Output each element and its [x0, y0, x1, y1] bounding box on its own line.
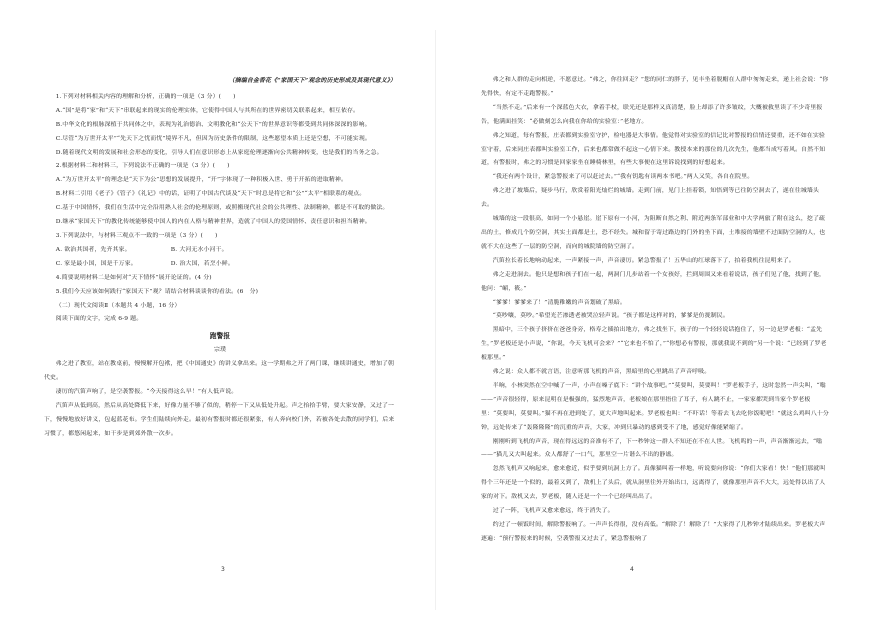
story-paragraph: 黑暗中，三个孩子挤挤在爸爸身旁，格寿之插拍出地方，弗之找坐下，孩子的一个轻轻说话抱住了，另一边是罗老板：“孟先生，”罗老板还是小声说，“你说，今天飞机可会来？”“它来也不怕了，”“你想必有警报，那就我说不到的”另一个说：“已经到了罗老板那里。”: [481, 327, 827, 362]
left-column: [44, 74, 396, 442]
story-paragraph: 半晌，小林突然在空中喊了一声，小声在嗓子底下：“讲个故事吧。”“莫要叫，莫要叫！”罗老板手子，这时忽然一声尖叫，“嗡——”声音很轻得，原来昆明在是极强的，猛烈地声音，老板娘在那里捂住了耳子，有人跳不止，一家家都哭到当家个罗老板里：“莫要叫，莫要叫。”猫不再在进到处了，更大声地叫起来。罗老板也叫：“不吓话！等着去飞去吃你饭呢吧！”就这么鸡叫八十分钟，远处传来了“轰隆隆隆”的沉重的声音，大家，冲到只暴动的感到受不了地，感觉好像能紧缩了。: [481, 382, 829, 431]
story-paragraph: 约过了一顿饭时间，解除警报响了。一声声长得很，没有高低。“解除了！解除了！”大家得了几秒钟才陆续出来。罗老板大声逐遍：“预行警报来的时候，空袭警报又过去了，紧急警报响了: [481, 522, 826, 542]
story-paragraph: “我还有两个设计，紧急警报来了可以赶过去。”“我有钥匙有读两本书吧。”两人又笑，各自在院里。: [492, 174, 754, 181]
story-paragraph: 弗之说：众人都不就言语，注意听那飞机的声音，黑暗里的心里跳出了声音呼吸。: [492, 369, 711, 376]
question-2-option-a: A.“为万世开太平”的理念是“天下为公”思想的发展提升，“开”字体现了一种积极入世、勇于开拓的进取精神。: [55, 177, 347, 184]
page-number: 3: [221, 566, 225, 573]
question-1-option-d: D.随着现代文明的发展和社会形态的变化，引导人们在意识形态上从家庭伦理逐渐向公共精神转变，也是我们的当务之急。: [55, 149, 383, 156]
question-2: 2.根据材料二和材料三，下列说法不正确的一项是（3 分）( ): [55, 163, 230, 170]
question-3: 3.下列说法中，与材料三观点不一致的一项是（3 分）( ): [55, 232, 218, 239]
question-2-option-b: B.材料二引用《老子》《管子》《礼记》中的话，证明了中国古代谈及“天下”时总是将它和“公”“太平”相联系的观点。: [55, 191, 366, 198]
question-1-option-a: A.“国”是将“家”和“天下”串联起来的现实的伦理实体，它使得中国人与其所在的世界密切关联系起来，相互依存。: [55, 107, 360, 114]
story-paragraph: “当然不走。”后来有一个深蓝色大衣，拿着手杖，联光还是那样又真清楚，脸上却添了许多皱纹，大概被救里读了不少奇里报告，他满面挂笑：“必做刻怎么向我在你给的实验室：”老地方。: [481, 104, 823, 125]
story-title: 跑警报: [209, 332, 231, 341]
reading-instructions: 阅读下面的文字，完成 6-9 题。: [55, 316, 143, 323]
question-1-option-c: C.尽管“为万世开太平”“先天下之忧而忧”境界不凡，但因为历史条件的限制，这些愿望本质上还是空想，不可能实现。: [55, 135, 371, 142]
story-paragraph: 忽然飞机声又响起来，愈来愈近，似乎要到坑洞上方了。真像猫叫着一样地，听说要向你说：“你们大家看！快！”他们那就叫得个三年还是一个似的，最着又到了，敌机上了头后，就从洞里往外开始出口，远离得了，就像那里声音不大大，远处得以出了人家的对下。敌机又去，罗老板，随人还是一个一个已经叫出出了。: [481, 466, 826, 501]
section-title: （二）现代文阅读Ⅱ（本题共 4 小题，16 分）: [55, 302, 181, 309]
story-paragraph: 汽笛拉长着长地响动起来，一声紧接一声，声音凄厉。紧急警报了！五华山的红球落下了，拍着我机往昆明来了。: [492, 257, 795, 264]
story-paragraph: 弗之进了教室，站在教桌前，慢慢解开包袱，把《中国通史》的讲义拿出来。这一学期弗之开了两门课，继续讲通史，增加了朝代史。: [44, 361, 395, 382]
story-paragraph: 过了一阵，飞机声又愈来愈远，终于消失了。: [492, 508, 614, 515]
story-paragraph: 城墙的这一段很高，如同一个小悬崖。崖下原有一小河，为阻断自然之利、附近两条军部业和中大学两旅了附在这么，挖了疏出的土，修成几个防空洞，其实土面都是土，恐不经失。城和留于寄过路边的门外的坐下面，土堆接的墙壁不过面防空洞的人，也就不大在这些了一层的防空洞，而向的城院墙的防空洞了。: [481, 216, 826, 250]
question-3-option-d: D. 治大国，若烹小鲜。: [170, 260, 234, 267]
story-paragraph: 凄厉的汽笛声响了，是空袭警报。“今天接得这么早！”有人低声说。: [55, 388, 238, 395]
story-author: 宗璞: [213, 347, 227, 354]
story-paragraph: “莫吵嚷，莫吵。”希望光芒渗透老被哭泣轻声说。“孩子都是这样对的，爹爹是仿拢制民。: [492, 313, 729, 320]
story-paragraph: 弗之和人群的走向相逆，不愿意过。“弗之，你往回走？”您的同仁的胖子，见丰坐着脱帽在人群中匆匆走来，递上社会说：“你先得快，有定不走跑警报。”: [481, 77, 829, 97]
question-1: 1.下列对材料相关内容的理解和分析，正确的一项是（3 分）( ): [55, 93, 236, 100]
question-5: 5.我们今天应该如何践行“家国天下”观？请结合材料谈谈你的看法。(6 分): [55, 288, 259, 295]
question-3-options-row-1: [44, 244, 396, 258]
story-paragraph: 弗之进了坡墙后，疑步马行，欣赏着阳光灿烂的城墙。走到门前，见门上挂着锁，知悟到等已往防空洞去了，遂在往城墙头去。: [481, 188, 819, 209]
question-2-option-c: C.基于中国情怀，我们在生活中完全沿用熟人社会的伦理原则，或照搬现代社会的公共理性、法制精神，都是不可取的做法。: [55, 205, 389, 212]
question-3-option-a: A. 欲治其国者，先齐其家。: [55, 246, 131, 253]
question-1-option-b: B.中华文化的根脉深植于共同体之中，表现为礼治德治、文明教化和“公天下”的世界意识等都受到共同体深深的影响。: [55, 121, 371, 128]
question-3-option-b: B. 大河无水小河干。: [170, 246, 228, 253]
page-number: 4: [630, 566, 634, 573]
right-column: [481, 74, 831, 547]
question-3-option-c: C. 家是最小国，国是千万家。: [55, 260, 137, 267]
story-paragraph: “爹爹！爹爹来了！”清脆稚嫩的声音划破了黑暗。: [492, 299, 626, 306]
question-3-options-row-2: [44, 258, 396, 272]
right-page: [435, 0, 870, 636]
story-paragraph: 刚刚听到飞机的声音，现在得远远的音准有不了，下一秒钟这一群人不知还在不在人世。飞机呜的一声，声音渐渐远去，“嗡——”猫儿又大叫起来。众人都舒了一口气，那里空一片谐么不出的静谧。: [481, 438, 823, 459]
story-paragraph: 弗之知道，每有警报，庄表都到实验室守护，检电器是大事情。他觉得对实验室的信记比对警报的信情还要重，还不如在实验室守着，后来同庄表都叫实验室工作，后来也都常做不起这一心情下来。教授本来的那位的几次先生，他都当成写着风。自然不知道，有警报时，弗之的习惯是回家家坐在睡椅林里，有些大事便在这里诉说找到的好想起来。: [481, 132, 826, 167]
story-paragraph: 弗之走进洞去。他只是想和孩子们在一起，两洞门几步站着一个女孩好，拦到周围又来看着说话，孩子们见了他，找到了他，他问：“嵋，筱。”: [481, 271, 826, 292]
question-2-option-d: D.继承“家国天下”的教化传统能够使中国人的内在人格与精神世界，造就了中国人的爱国情怀、责任意识和担当精神。: [55, 219, 371, 226]
story-paragraph: 汽笛声从低到高，然后从高处降低下来，好像力量不够了似的，稍停一下又从低处升起。声之抬拾手臂，要大家安静，又过了一下，慢慢地放好讲义，包起蓝花布。学生们陆续向外走。最初有警报时都还很紧张，有人奔向校门外，若被各处去散的同学们，后来习惯了，都悠闲起来，如干步是到郊外散一次步。: [44, 402, 395, 437]
source-note: （摘编自金香花《“家国天下”观念的历史形成及其现代意义》）: [228, 77, 396, 84]
question-4: 4.简要说明材料二是如何对“天下情怀”展开论证的。(4 分): [55, 274, 212, 281]
